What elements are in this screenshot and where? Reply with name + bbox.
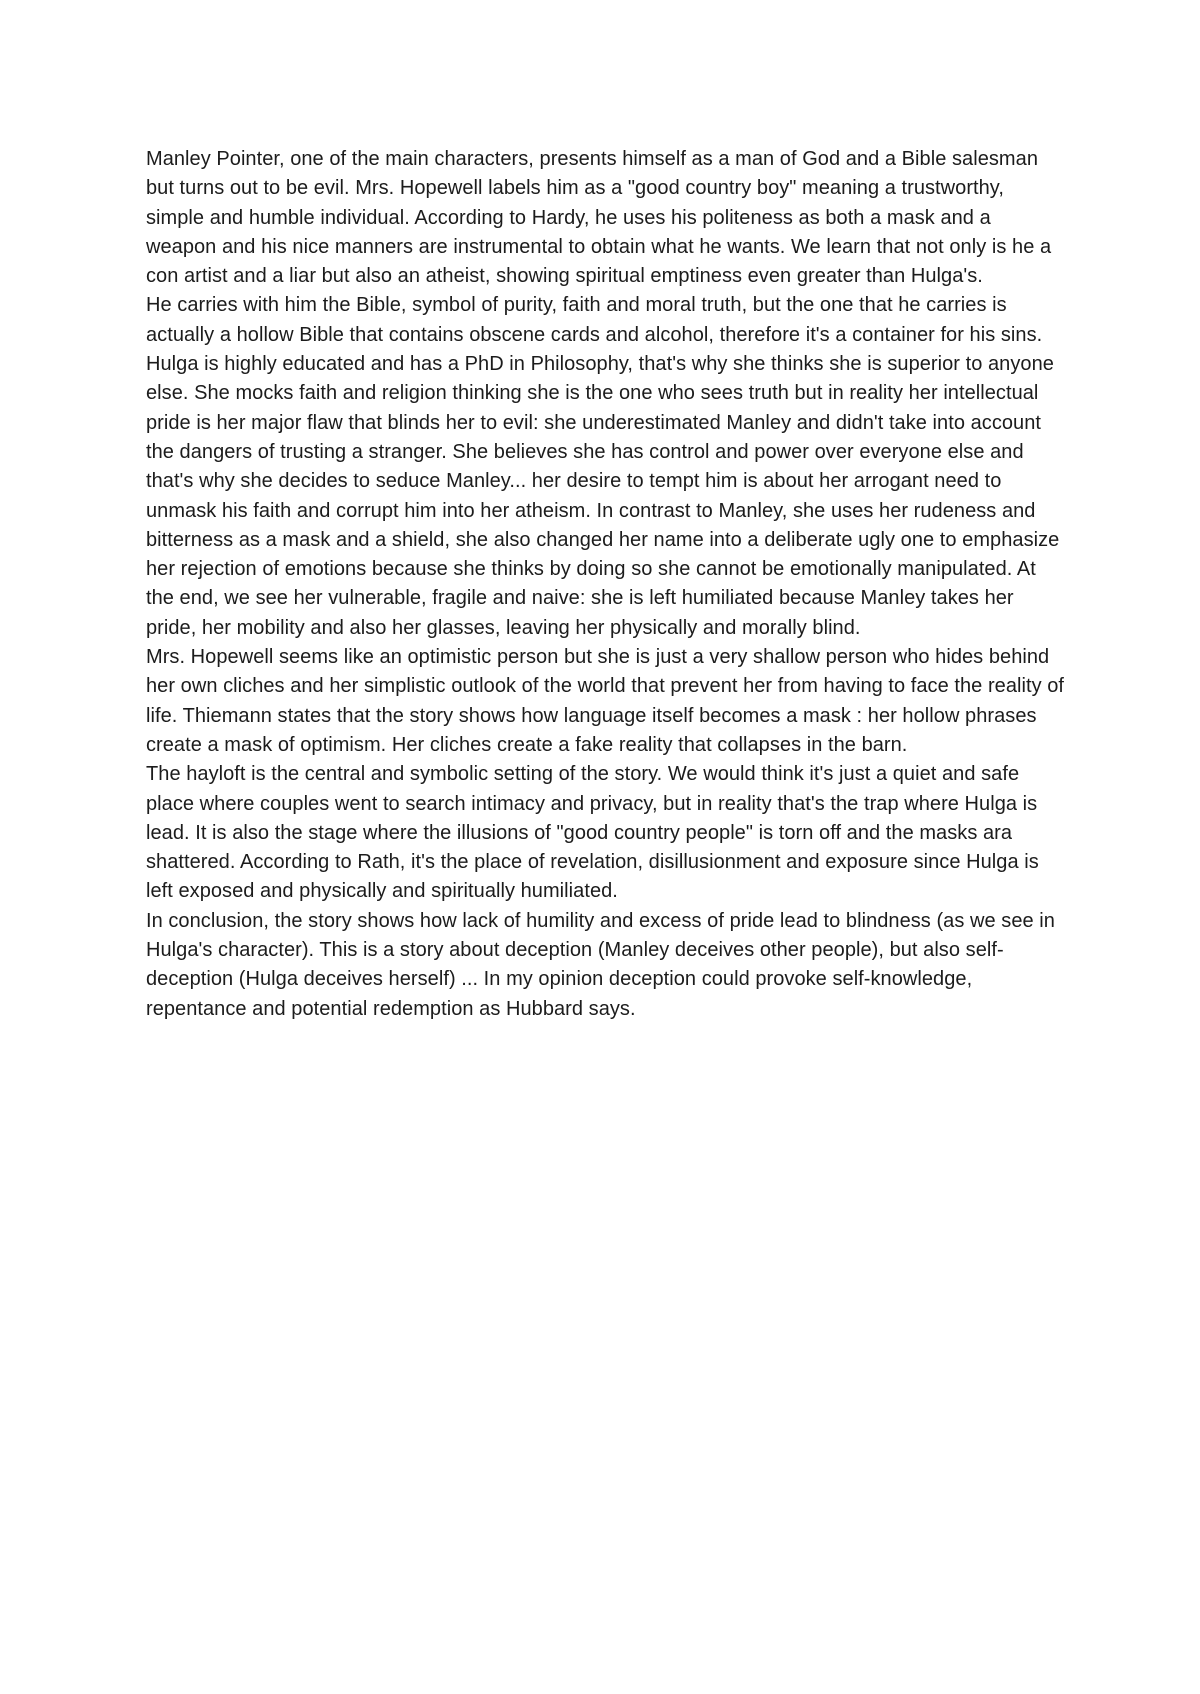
paragraph-hollow-bible: He carries with him the Bible, symbol of purity, faith and moral truth, but the one that he carries is actually a hollow Bible that contains obscene cards and alcohol, therefore it's a container for his sins. <box>146 294 1043 346</box>
paragraph-hulga: Hulga is highly educated and has a PhD in Philosophy, that's why she thinks she is superior to anyone else. She mocks faith and religion thinking she is the one who sees truth but in reality her intellectual pride is her major flaw that blinds her to evil: she underestimated Manley and didn't take into account the dangers of trusting a stranger. She believes she has control and power over everyone else and that's why she decides to seduce Manley... her desire to tempt him is about her arrogant need to unmask his faith and corrupt him into her atheism. In contrast to Manley, she uses her rudeness and bitterness as a mask and a shield, she also changed her name into a deliberate ugly one to emphasize her rejection of emotions because she thinks by doing so she cannot be emotionally manipulated. At the end, we see her vulnerable, fragile and naive: she is left humiliated because Manley takes her pride, her mobility and also her glasses, leaving her physically and morally blind. <box>146 353 1060 639</box>
paragraph-hayloft: The hayloft is the central and symbolic setting of the story. We would think it's just a quiet and safe place where couples went to search intimacy and privacy, but in reality that's the trap where Hulga is lead. It is also the stage where the illusions of "good country people" is torn off and the masks ara shattered. According to Rath, it's the place of revelation, disillusionment and exposure since Hulga is left exposed and physically and spiritually humiliated. <box>146 763 1039 903</box>
paragraph-conclusion: In conclusion, the story shows how lack of humility and excess of pride lead to blindness (as we see in Hulga's character). This is a story about deception (Manley deceives other people), but also self-deception (Hulga deceives herself) ... In my opinion deception could provoke self-knowledge, repentance and potential redemption as Hubbard says. <box>146 909 1055 1020</box>
paragraph-mrs-hopewell: Mrs. Hopewell seems like an optimistic person but she is just a very shallow person who hides behind her own cliches and her simplistic outlook of the world that prevent her from having to face the reality of life. Thiemann states that the story shows how language itself becomes a mask : her hollow phrases create a mask of optimism. Her cliches create a fake reality that collapses in the barn. <box>146 646 1065 756</box>
document-body <box>146 145 1066 1024</box>
paragraph-manley-pointer: Manley Pointer, one of the main characters, presents himself as a man of God and a Bible salesman but turns out to be evil. Mrs. Hopewell labels him as a "good country boy" meaning a trustworthy, simple and humble individual. According to Hardy, he uses his politeness as both a mask and a weapon and his nice manners are instrumental to obtain what he wants. We learn that not only is he a con artist and a liar but also an atheist, showing spiritual emptiness even greater than Hulga's. <box>146 148 1052 288</box>
